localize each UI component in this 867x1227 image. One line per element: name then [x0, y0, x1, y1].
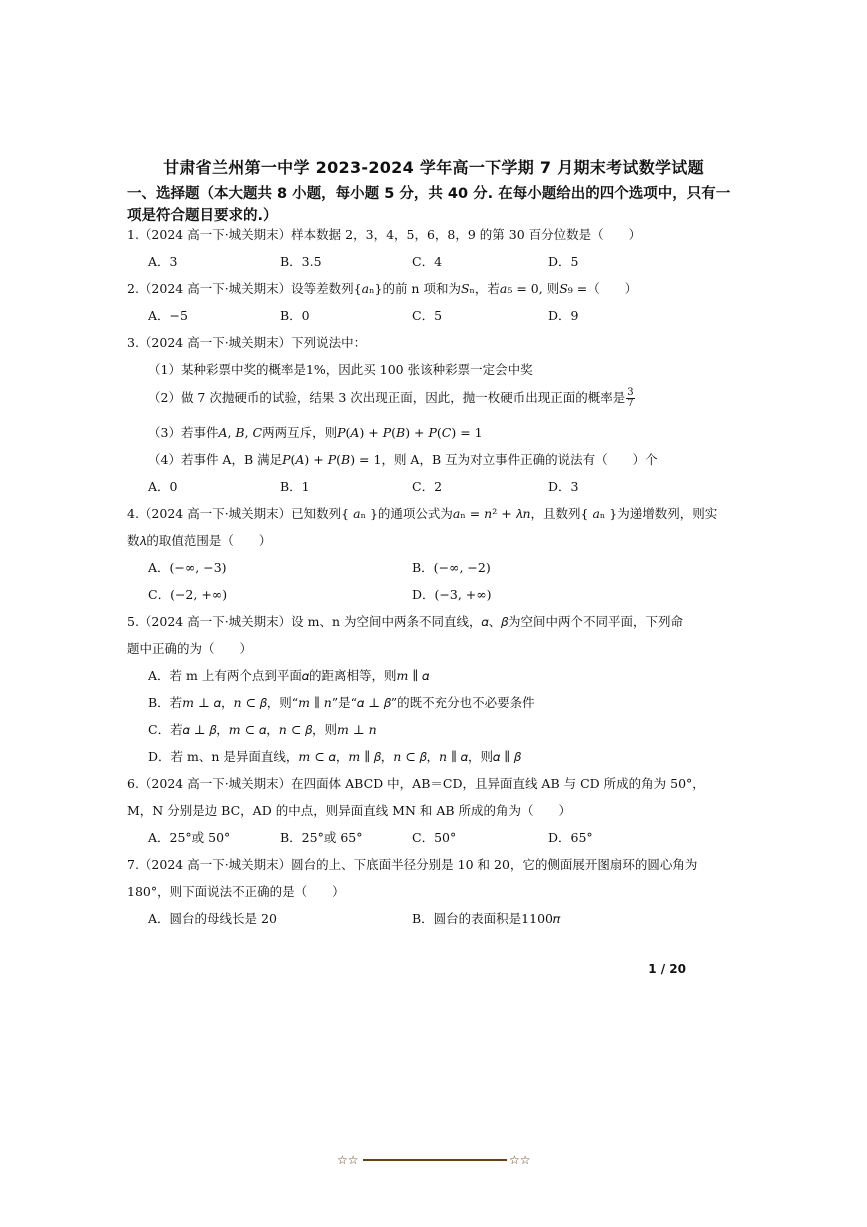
question-5-option-b: B．若𝑚 ⊥ 𝛼，𝑛 ⊂ 𝛽，则“𝑚 ∥ 𝑛”是“𝛼 ⊥ 𝛽”的既不充分也不必要条件 — [148, 695, 535, 710]
footer-divider — [363, 1159, 507, 1161]
question-3-statement-1: （1）某种彩票中奖的概率是1%，因此买 100 张该种彩票一定会中奖 — [148, 362, 533, 377]
question-6-stem-line-1: 6.（2024 高一下·城关期末）在四面体 ABCD 中，AB＝CD，且异面直线 AB 与 CD 所成的角为 50°， — [127, 776, 705, 791]
star-icon-left: ☆☆ — [337, 1153, 359, 1167]
question-3-statement-3: （3）若事件𝐴, 𝐵, 𝐶两两互斥，则𝑃(𝐴) + 𝑃(𝐵) + 𝑃(𝐶) = 1 — [148, 425, 483, 440]
question-5-stem-line-1: 5.（2024 高一下·城关期末）设 m、n 为空间中两条不同直线，𝛼、𝛽为空间中两个不同平面，下列命 — [127, 614, 684, 629]
page-title: 甘肃省兰州第一中学 2023-2024 学年高一下学期 7 月期末考试数学试题 — [163, 158, 704, 177]
section-heading-line-1: 一、选择题（本大题共 8 小题，每小题 5 分，共 40 分. 在每小题给出的四个选项中，只有一 — [127, 186, 731, 202]
question-3-option-a: A．0 — [148, 479, 178, 494]
question-4-option-d: D．(−3, +∞) — [412, 587, 492, 602]
question-4-stem-line-2: 数𝜆的取值范围是（ ） — [127, 533, 272, 548]
question-5-option-d: D．若 m、n 是异面直线，𝑚 ⊂ 𝛼，𝑚 ∥ 𝛽，𝑛 ⊂ 𝛽，𝑛 ∥ 𝛼，则𝛼 ∥ 𝛽 — [148, 749, 521, 764]
question-6-option-c: C．50° — [412, 830, 457, 845]
question-7-option-a: A．圆台的母线长是 20 — [148, 911, 277, 926]
fraction — [626, 388, 634, 409]
footer-decoration — [337, 1151, 533, 1169]
question-1-option-a: A．3 — [148, 254, 178, 269]
question-4-option-c: C．(−2, +∞) — [148, 587, 228, 602]
question-7-stem-line-1: 7.（2024 高一下·城关期末）圆台的上、下底面半径分别是 10 和 20，它的侧面展开图扇环的圆心角为 — [127, 857, 698, 872]
question-7-option-b: B．圆台的表面积是1100𝜋 — [412, 911, 561, 926]
question-1-option-b: B．3.5 — [280, 254, 322, 269]
question-2-stem: 2.（2024 高一下·城关期末）设等差数列{𝑎ₙ}的前 n 项和为𝑆ₙ，若𝑎₅ = 0, 则𝑆₉ =（ ） — [127, 281, 638, 296]
fraction-numerator: 3 — [627, 387, 634, 398]
question-5-option-c: C．若𝛼 ⊥ 𝛽，𝑚 ⊂ 𝛼，𝑛 ⊂ 𝛽，则𝑚 ⊥ 𝑛 — [148, 722, 377, 737]
question-3-option-c: C．2 — [412, 479, 443, 494]
question-7-stem-line-2: 180°，则下面说法不正确的是（ ） — [127, 884, 345, 899]
question-2-option-a: A．−5 — [148, 308, 188, 323]
question-6-option-d: D．65° — [548, 830, 593, 845]
question-4-option-a: A．(−∞, −3) — [148, 560, 227, 575]
section-heading — [127, 183, 747, 227]
question-3-statement-4: （4）若事件 A，B 满足𝑃(𝐴) + 𝑃(𝐵) = 1，则 A，B 互为对立事件正确的说法有（ ）个 — [148, 452, 658, 467]
question-4-option-b: B．(−∞, −2) — [412, 560, 491, 575]
question-2-option-c: C．5 — [412, 308, 443, 323]
question-3-option-d: D．3 — [548, 479, 579, 494]
star-icon-right: ☆☆ — [509, 1153, 531, 1167]
question-4-stem-line-1: 4.（2024 高一下·城关期末）已知数列{ 𝑎ₙ }的通项公式为𝑎ₙ = 𝑛² + 𝜆𝑛，且数列{ 𝑎ₙ }为递增数列，则实 — [127, 506, 718, 521]
question-6-option-b: B．25°或 65° — [280, 830, 363, 845]
fraction-denominator: 7 — [627, 398, 634, 409]
question-5-option-a: A．若 m 上有两个点到平面𝛼的距离相等，则𝑚 ∥ 𝛼 — [148, 668, 430, 683]
page-number: 1 / 20 — [648, 962, 686, 976]
question-3-stem: 3.（2024 高一下·城关期末）下列说法中： — [127, 335, 367, 350]
question-3-statement-2 — [148, 388, 635, 409]
question-2-option-b: B．0 — [280, 308, 310, 323]
question-6-option-a: A．25°或 50° — [148, 830, 231, 845]
question-3-option-b: B．1 — [280, 479, 310, 494]
question-1-option-d: D．5 — [548, 254, 579, 269]
question-5-stem-line-2: 题中正确的为（ ） — [127, 641, 253, 656]
section-heading-line-2: 项是符合题目要求的.） — [127, 208, 278, 224]
question-1-stem: 1.（2024 高一下·城关期末）样本数据 2，3，4，5，6，8，9 的第 30 百分位数是（ ） — [127, 227, 642, 242]
question-1-option-c: C．4 — [412, 254, 443, 269]
question-3-statement-2-text: （2）做 7 次抛硬币的试验，结果 3 次出现正面，因此，抛一枚硬币出现正面的概率是 — [148, 390, 626, 405]
question-6-stem-line-2: M，N 分别是边 BC，AD 的中点，则异面直线 MN 和 AB 所成的角为（ ） — [127, 803, 572, 818]
question-2-option-d: D．9 — [548, 308, 579, 323]
